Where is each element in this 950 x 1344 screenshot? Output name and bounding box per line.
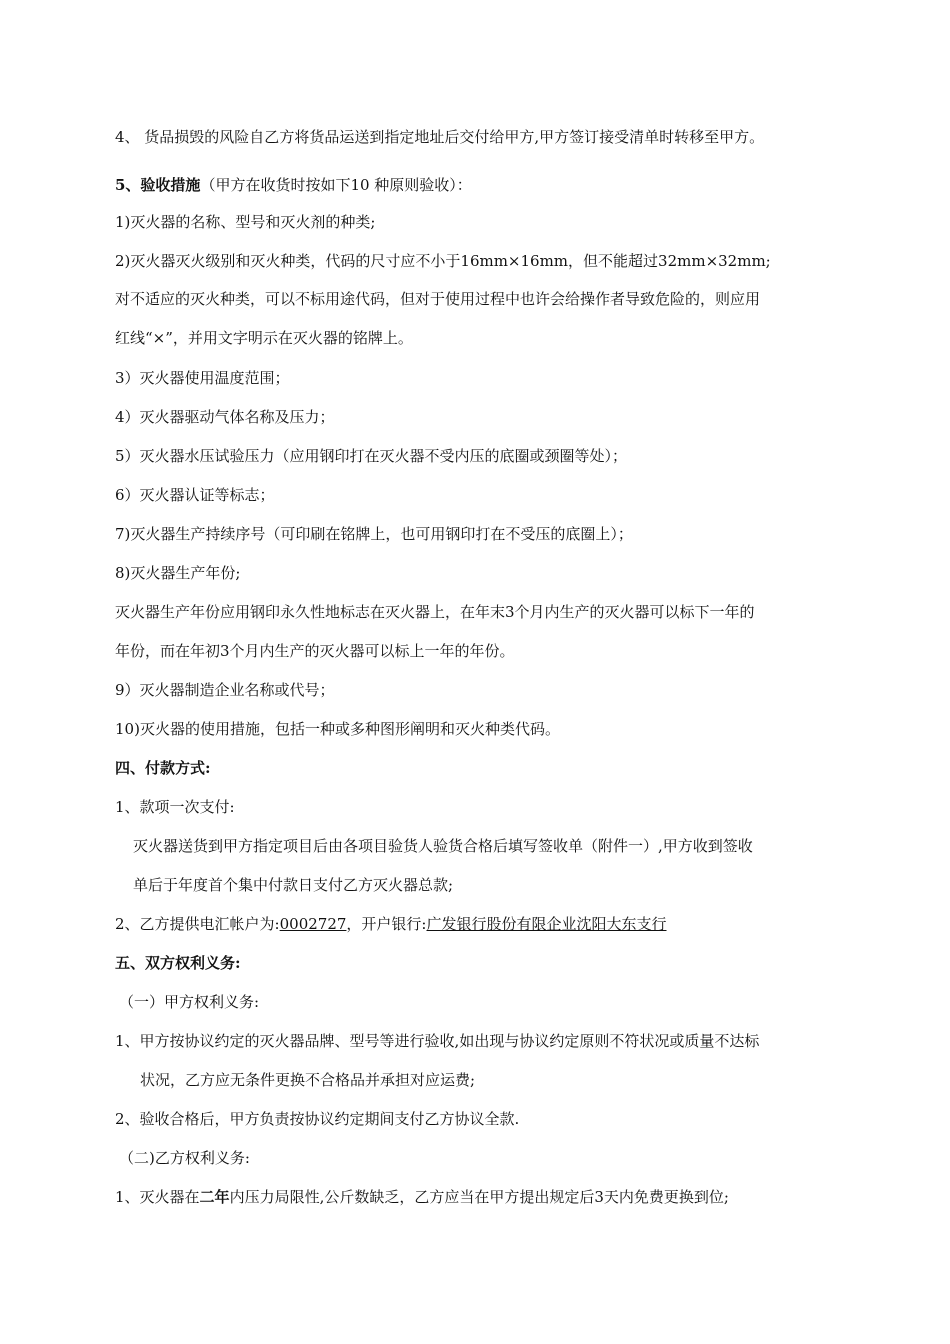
payment-bank-name: 广发银行股份有限企业沈阳大东支行	[426, 915, 667, 933]
clause-4-risk-transfer: 4、 货品损毁的风险自乙方将货品运送到指定地址后交付给甲方,甲方签订接受清单时转移至甲方。	[115, 128, 765, 146]
party-b-item-1	[115, 1186, 850, 1208]
clause-5-title: 5、验收措施	[115, 176, 201, 194]
acceptance-item-8-cont-1: 灭火器生产年份应用钢印永久性地标志在灭火器上，在年末3个月内生产的灭火器可以标下一年的	[115, 603, 755, 621]
acceptance-item-8: 8)灭火器生产年份;	[115, 564, 241, 582]
party-b-warranty-period: 二年	[199, 1188, 230, 1206]
section-4-payment-heading: 四、付款方式:	[115, 759, 211, 777]
payment-item-2	[115, 913, 850, 935]
acceptance-item-5: 5）灭火器水压试验压力（应用钢印打在灭火器不受内压的底圈或颈圈等处）；	[115, 447, 628, 465]
payment-account-label: 2、乙方提供电汇帐户为:	[115, 915, 280, 933]
payment-item-1: 1、款项一次支付:	[115, 798, 235, 816]
payment-item-1-detail-1: 灭火器送货到甲方指定项目后由各项目验货人验货合格后填写签收单（附件一）,甲方收到签收	[133, 837, 753, 855]
acceptance-item-3: 3）灭火器使用温度范围；	[115, 369, 290, 387]
party-b-subheading: （二)乙方权利义务:	[119, 1149, 250, 1167]
party-b-item-1-end: 内压力局限性,公斤数缺乏，乙方应当在甲方提出规定后3天内免费更换到位;	[229, 1188, 729, 1206]
acceptance-item-2-cont-1: 对不适应的灭火种类，可以不标用途代码，但对于使用过程中也许会给操作者导致危险的，则应用	[115, 290, 761, 308]
acceptance-item-6: 6）灭火器认证等标志；	[115, 486, 275, 504]
payment-account-number: 0002727	[279, 915, 347, 933]
clause-5-note: （甲方在收货时按如下10 种原则验收）：	[200, 176, 472, 194]
party-b-item-1-start: 1、灭火器在	[115, 1188, 200, 1206]
party-a-subheading: （一）甲方权利义务:	[119, 993, 260, 1011]
party-a-item-1-cont: 状况，乙方应无条件更换不合格品并承担对应运费;	[140, 1071, 476, 1089]
acceptance-item-2-cont-2: 红线“×”，并用文字明示在灭火器的铭牌上。	[115, 329, 413, 347]
acceptance-item-7: 7)灭火器生产持续序号（可印刷在铭牌上，也可用钢印打在不受压的底圈上）；	[115, 525, 633, 543]
acceptance-item-1: 1)灭火器的名称、型号和灭火剂的种类;	[115, 213, 376, 231]
acceptance-item-8-cont-2: 年份，而在年初3个月内生产的灭火器可以标上一年的年份。	[115, 642, 515, 660]
acceptance-item-2: 2)灭火器灭火级别和灭火种类，代码的尺寸应不小于16mm×16mm，但不能超过32mm×32mm;	[115, 252, 771, 270]
clause-5-acceptance-heading	[115, 174, 850, 196]
acceptance-item-9: 9）灭火器制造企业名称或代号；	[115, 681, 335, 699]
payment-bank-label: ，开户银行:	[346, 915, 427, 933]
section-5-rights-heading: 五、双方权利义务:	[115, 954, 241, 972]
acceptance-item-10: 10)灭火器的使用措施，包括一种或多种图形阐明和灭火种类代码。	[115, 720, 560, 738]
party-a-item-1: 1、甲方按协议约定的灭火器品牌、型号等进行验收,如出现与协议约定原则不符状况或质量不达标	[115, 1032, 760, 1050]
acceptance-item-4: 4）灭火器驱动气体名称及压力；	[115, 408, 335, 426]
party-a-item-2: 2、验收合格后，甲方负责按协议约定期间支付乙方协议全款.	[115, 1110, 520, 1128]
payment-item-1-detail-2: 单后于年度首个集中付款日支付乙方灭火器总款;	[133, 876, 454, 894]
